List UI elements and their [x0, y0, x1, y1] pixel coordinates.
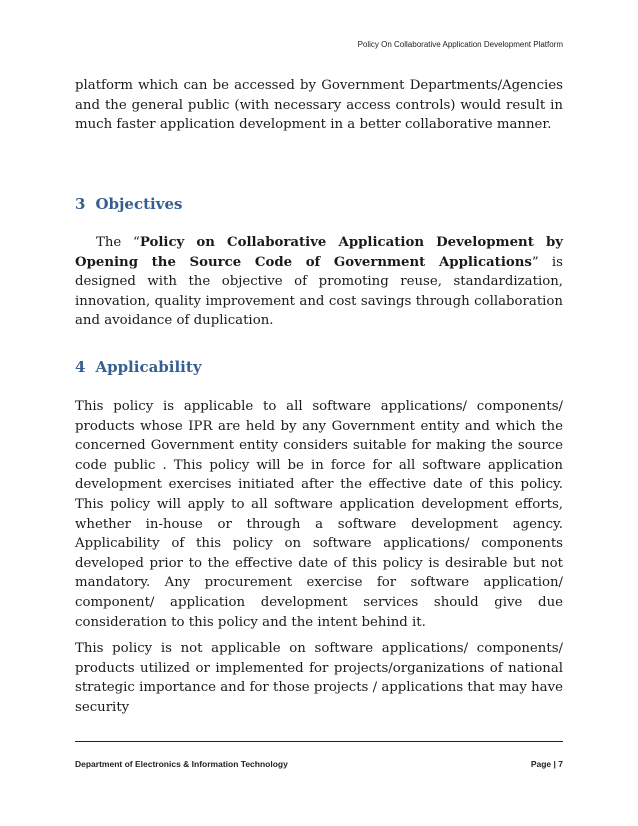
- policy-name: Policy on Collaborative Application Development by Opening the Source Code of Government Applications: [75, 235, 563, 270]
- objectives-paragraph: [75, 233, 563, 331]
- intro-section: [75, 76, 563, 135]
- section-3-number: 3: [75, 195, 86, 213]
- section-4-body: [75, 397, 563, 718]
- section-3-title: Objectives: [95, 195, 183, 213]
- applicability-paragraph-1: This policy is applicable to all software applications/ components/ products whose IPR are held by any Government entity and which the concerned Government entity considers suitable for making the source code public . This policy will be in force for all software application development exercises initiated after the effective date of this policy. This policy will apply to all software application development efforts, whether in-house or through a software development agency. Applicability of this policy on software applications/ components developed prior to the effective date of this policy is desirable but not mandatory. Any procurement exercise for software application/ component/ application development services should give due consideration to this policy and the intent behind it.: [75, 399, 563, 630]
- footer-divider: [75, 741, 563, 742]
- section-3-body: [75, 233, 563, 331]
- section-4-number: 4: [75, 358, 86, 376]
- page-footer: [75, 759, 563, 769]
- objectives-suffix: ” is designed with the objective of promoting reuse, standardization, innovation, quality improvement and cost savings through collaboration and avoidance of duplication.: [75, 254, 564, 329]
- objectives-prefix: The “: [96, 235, 140, 250]
- section-3-heading: [75, 195, 182, 213]
- page-number: Page | 7: [530, 759, 563, 769]
- section-4-heading: [75, 358, 202, 376]
- page-header: Policy On Collaborative Application Development Platform: [357, 40, 563, 49]
- section-4-title: Applicability: [95, 358, 202, 376]
- intro-paragraph: platform which can be accessed by Government Departments/Agencies and the general public (with necessary access controls) would result in much faster application development in a better collaborative manner.: [75, 78, 563, 133]
- footer-department: Department of Electronics & Information Technology: [75, 759, 288, 769]
- applicability-paragraph-2: This policy is not applicable on software applications/ components/ products utilized or implemented for projects/organizations of national strategic importance and for those projects / applications that may have security: [75, 641, 563, 715]
